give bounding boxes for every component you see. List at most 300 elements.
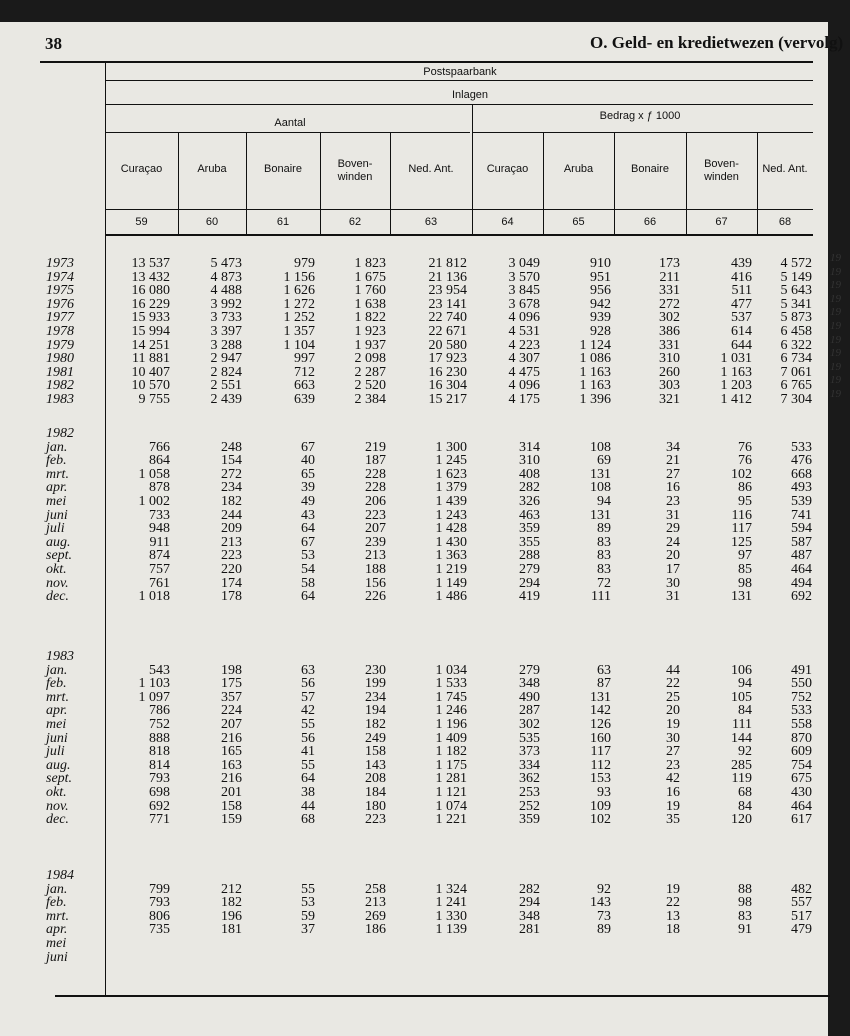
- table-cell: 741: [791, 507, 812, 523]
- table-cell: 223: [365, 812, 386, 828]
- table-cell: 206: [365, 494, 386, 509]
- adjacent-page-text: 19: [830, 388, 841, 400]
- table-cell: 1 103: [138, 676, 170, 692]
- table-cell: 1 486: [435, 589, 467, 605]
- table-cell: 91: [738, 922, 752, 938]
- table-cell: 67: [301, 534, 315, 550]
- table-cell: 143: [590, 895, 611, 911]
- table-cell: 3 845: [508, 283, 540, 299]
- table-cell: 4 307: [508, 351, 540, 367]
- table-cell: 1 324: [435, 881, 467, 897]
- row-label: 1973: [46, 256, 74, 271]
- column-label: Aruba: [197, 163, 227, 175]
- column-label: Curaçao: [120, 163, 163, 175]
- table-cell: 3 288: [210, 337, 242, 353]
- table-cell: 69: [597, 453, 611, 469]
- table-cell: 4 873: [210, 269, 242, 285]
- table-cell: 252: [519, 798, 540, 814]
- table-cell: 1 058: [138, 466, 170, 482]
- table-cell: 314: [519, 439, 540, 455]
- row-label: dec.: [46, 812, 69, 828]
- table-cell: 56: [301, 676, 315, 692]
- row-label: jan.: [46, 881, 68, 897]
- table-cell: 1 034: [435, 662, 467, 678]
- table-cell: 464: [791, 562, 812, 577]
- table-cell: 23: [666, 494, 680, 509]
- table-cell: 44: [301, 798, 315, 814]
- row-label: aug.: [46, 534, 71, 550]
- table-cell: 1 363: [435, 548, 467, 564]
- table-cell: 1 396: [579, 392, 611, 407]
- table-cell: 281: [519, 922, 540, 938]
- table-cell: 939: [590, 310, 611, 326]
- rule-line: [246, 132, 247, 234]
- table-cell: 228: [365, 466, 386, 482]
- table-cell: 1 163: [720, 364, 752, 380]
- table-cell: 1 357: [283, 324, 315, 339]
- table-cell: 181: [221, 922, 242, 938]
- table-cell: 87: [597, 676, 611, 692]
- column-label: Boven- winden: [337, 158, 373, 183]
- table-cell: 159: [221, 812, 242, 828]
- table-cell: 1 139: [435, 922, 467, 938]
- table-cell: 692: [791, 589, 812, 605]
- adjacent-page-text: 19: [830, 265, 841, 278]
- rule-line: [543, 132, 544, 234]
- table-cell: 109: [590, 798, 611, 814]
- table-cell: 83: [597, 562, 611, 577]
- table-cell: 25: [666, 689, 680, 705]
- table-cell: 144: [731, 730, 752, 746]
- table-cell: 310: [519, 453, 540, 469]
- table-cell: 4 572: [780, 256, 812, 271]
- table-cell: 54: [301, 562, 315, 577]
- row-label: juni: [46, 507, 68, 523]
- table-cell: 108: [590, 439, 611, 455]
- table-cell: 42: [301, 703, 315, 719]
- table-cell: 793: [149, 771, 170, 787]
- rule-line: [105, 104, 813, 105]
- table-cell: 359: [519, 521, 540, 537]
- column-number: 68: [778, 216, 792, 228]
- table-cell: 92: [738, 744, 752, 760]
- table-cell: 23 141: [428, 296, 467, 312]
- table-cell: 19: [666, 881, 680, 897]
- table-cell: 617: [791, 812, 812, 828]
- adjacent-page-text: 19: [830, 279, 841, 292]
- table-cell: 3 049: [508, 256, 540, 271]
- table-cell: 94: [597, 494, 611, 509]
- table-cell: 269: [365, 908, 386, 924]
- row-label: 1974: [46, 269, 74, 285]
- table-cell: 59: [301, 908, 315, 924]
- table-cell: 182: [221, 895, 242, 911]
- row-label: feb.: [46, 453, 67, 469]
- table-cell: 1 002: [138, 494, 170, 509]
- table-cell: 165: [221, 744, 242, 760]
- table-cell: 910: [590, 256, 611, 271]
- table-cell: 888: [149, 730, 170, 746]
- table-cell: 587: [791, 534, 812, 550]
- table-cell: 3 733: [210, 310, 242, 326]
- column-label: Aruba: [563, 163, 594, 175]
- table-cell: 196: [221, 908, 242, 924]
- row-label: 1982: [46, 378, 74, 394]
- table-cell: 15 994: [131, 324, 170, 339]
- table-cell: 88: [738, 881, 752, 897]
- table-cell: 1 196: [435, 717, 467, 733]
- table-cell: 1 086: [579, 351, 611, 367]
- table-cell: 23 954: [428, 283, 467, 299]
- table-cell: 224: [221, 703, 242, 719]
- table-cell: 285: [731, 757, 752, 773]
- table-cell: 2 287: [354, 364, 386, 380]
- table-cell: 609: [791, 744, 812, 760]
- table-cell: 1 182: [435, 744, 467, 760]
- table-cell: 419: [519, 589, 540, 605]
- table-cell: 668: [791, 466, 812, 482]
- table-cell: 6 734: [780, 351, 812, 367]
- column-number: 63: [424, 216, 438, 228]
- table-cell: 663: [294, 378, 315, 394]
- table-cell: 1 430: [435, 534, 467, 550]
- table-cell: 211: [659, 269, 680, 285]
- row-label: apr.: [46, 922, 68, 938]
- row-label: 1978: [46, 324, 74, 339]
- table-cell: 158: [221, 798, 242, 814]
- table-cell: 771: [149, 812, 170, 828]
- table-cell: 928: [590, 324, 611, 339]
- table-cell: 2 384: [354, 392, 386, 407]
- table-cell: 68: [301, 812, 315, 828]
- table-cell: 1 745: [435, 689, 467, 705]
- table-cell: 83: [597, 548, 611, 564]
- row-label: 1983: [46, 392, 74, 407]
- adjacent-page-text: 19: [830, 306, 841, 319]
- table-cell: 757: [149, 562, 170, 577]
- table-cell: 2 520: [354, 378, 386, 394]
- table-cell: 216: [221, 730, 242, 746]
- table-cell: 282: [519, 881, 540, 897]
- table-cell: 4 223: [508, 337, 540, 353]
- table-cell: 1 439: [435, 494, 467, 509]
- table-cell: 94: [738, 676, 752, 692]
- row-label: feb.: [46, 676, 67, 692]
- table-cell: 207: [365, 521, 386, 537]
- table-cell: 2 947: [210, 351, 242, 367]
- table-cell: 20: [666, 548, 680, 564]
- table-cell: 416: [731, 269, 752, 285]
- table-cell: 533: [791, 439, 812, 455]
- table-cell: 490: [519, 689, 540, 705]
- table-cell: 1 626: [283, 283, 315, 299]
- table-cell: 16: [666, 785, 680, 801]
- table-cell: 19: [666, 798, 680, 814]
- table-cell: 1 104: [283, 337, 315, 353]
- table-cell: 184: [365, 785, 386, 801]
- table-cell: 692: [149, 798, 170, 814]
- table-cell: 63: [301, 662, 315, 678]
- table-cell: 1 822: [354, 310, 386, 326]
- column-label: Bonaire: [264, 163, 302, 175]
- table-cell: 201: [221, 785, 242, 801]
- table-cell: 226: [365, 589, 386, 605]
- row-label: sept.: [46, 548, 73, 564]
- table-cell: 1 272: [283, 296, 315, 312]
- table-cell: 1 409: [435, 730, 467, 746]
- table-cell: 799: [149, 881, 170, 897]
- table-cell: 219: [365, 439, 386, 455]
- table-cell: 4 096: [508, 378, 540, 394]
- table-cell: 234: [365, 689, 386, 705]
- row-label: 1981: [46, 364, 74, 380]
- table-cell: 55: [301, 717, 315, 733]
- table-cell: 7 061: [780, 364, 812, 380]
- table-cell: 818: [149, 744, 170, 760]
- table-cell: 230: [365, 662, 386, 678]
- table-cell: 22: [666, 676, 680, 692]
- header-aantal: Aantal: [274, 117, 306, 129]
- table-cell: 83: [597, 534, 611, 550]
- row-label: juni: [46, 730, 68, 746]
- table-cell: 89: [597, 922, 611, 938]
- table-cell: 39: [301, 480, 315, 496]
- table-cell: 72: [597, 575, 611, 591]
- table-cell: 533: [791, 703, 812, 719]
- table-cell: 108: [590, 480, 611, 496]
- table-cell: 89: [597, 521, 611, 537]
- table-cell: 557: [791, 895, 812, 911]
- row-label: 1977: [46, 310, 74, 326]
- table-cell: 1 121: [435, 785, 467, 801]
- table-cell: 698: [149, 785, 170, 801]
- table-cell: 1 243: [435, 507, 467, 523]
- table-cell: 64: [301, 589, 315, 605]
- table-cell: 3 570: [508, 269, 540, 285]
- table-cell: 752: [791, 689, 812, 705]
- table-cell: 1 379: [435, 480, 467, 496]
- table-cell: 63: [597, 662, 611, 678]
- table-cell: 1 203: [720, 378, 752, 394]
- table-cell: 997: [294, 351, 315, 367]
- table-cell: 558: [791, 717, 812, 733]
- table-cell: 1 638: [354, 296, 386, 312]
- table-cell: 310: [659, 351, 680, 367]
- rule-line: [178, 132, 179, 234]
- table-cell: 639: [294, 392, 315, 407]
- table-cell: 911: [149, 534, 170, 550]
- table-cell: 1 018: [138, 589, 170, 605]
- table-cell: 41: [301, 744, 315, 760]
- table-cell: 194: [365, 703, 386, 719]
- table-cell: 1 760: [354, 283, 386, 299]
- table-cell: 239: [365, 534, 386, 550]
- table-cell: 1 097: [138, 689, 170, 705]
- table-cell: 9 755: [138, 392, 170, 407]
- table-cell: 279: [519, 662, 540, 678]
- table-cell: 22 740: [428, 310, 467, 326]
- table-cell: 102: [590, 812, 611, 828]
- row-label: aug.: [46, 757, 71, 773]
- table-cell: 6 765: [780, 378, 812, 394]
- table-cell: 752: [149, 717, 170, 733]
- column-number: 66: [643, 216, 657, 228]
- table-cell: 16 080: [131, 283, 170, 299]
- table-cell: 357: [221, 689, 242, 705]
- table-cell: 186: [365, 922, 386, 938]
- column-number: 61: [276, 216, 290, 228]
- row-label: dec.: [46, 589, 69, 605]
- table-cell: 4 475: [508, 364, 540, 380]
- table-cell: 754: [791, 757, 812, 773]
- table-cell: 517: [791, 908, 812, 924]
- table-cell: 178: [221, 589, 242, 605]
- table-cell: 408: [519, 466, 540, 482]
- table-cell: 223: [365, 507, 386, 523]
- table-cell: 131: [590, 466, 611, 482]
- table-cell: 228: [365, 480, 386, 496]
- table-cell: 131: [731, 589, 752, 605]
- row-label: jan.: [46, 662, 68, 678]
- table-cell: 55: [301, 757, 315, 773]
- table-cell: 359: [519, 812, 540, 828]
- table-cell: 5 149: [780, 269, 812, 285]
- row-label: mei: [46, 494, 67, 509]
- row-label: okt.: [46, 785, 67, 801]
- table-cell: 1 281: [435, 771, 467, 787]
- table-cell: 482: [791, 881, 812, 897]
- table-cell: 160: [590, 730, 611, 746]
- table-cell: 64: [301, 521, 315, 537]
- table-cell: 793: [149, 895, 170, 911]
- table-cell: 42: [666, 771, 680, 787]
- table-cell: 362: [519, 771, 540, 787]
- table-cell: 120: [731, 812, 752, 828]
- table-cell: 1 675: [354, 269, 386, 285]
- table-cell: 326: [519, 494, 540, 509]
- table-cell: 20: [666, 703, 680, 719]
- column-number: 59: [135, 216, 148, 228]
- table-cell: 213: [221, 534, 242, 550]
- table-cell: 942: [590, 296, 611, 312]
- table-cell: 248: [221, 439, 242, 455]
- adjacent-page-text: 19: [830, 292, 841, 305]
- rule-line: [105, 61, 106, 995]
- table-cell: 57: [301, 689, 315, 705]
- table-cell: 494: [791, 575, 812, 591]
- table-cell: 733: [149, 507, 170, 523]
- table-cell: 21: [666, 453, 680, 469]
- table-cell: 766: [149, 439, 170, 455]
- adjacent-page-text: 19: [830, 360, 841, 373]
- table-cell: 14 251: [131, 337, 170, 353]
- rule-line: [105, 234, 813, 236]
- table-cell: 156: [365, 575, 386, 591]
- table-cell: 491: [791, 662, 812, 678]
- table-cell: 288: [519, 548, 540, 564]
- table-cell: 2 439: [210, 392, 242, 407]
- table-cell: 355: [519, 534, 540, 550]
- table-cell: 487: [791, 548, 812, 564]
- table-cell: 212: [221, 881, 242, 897]
- adjacent-page-text: 19: [830, 320, 841, 332]
- column-label: Bonaire: [631, 163, 669, 175]
- table-cell: 15 217: [428, 392, 467, 407]
- table-cell: 13 432: [131, 269, 170, 285]
- table-cell: 287: [519, 703, 540, 719]
- table-cell: 386: [659, 324, 680, 339]
- table-cell: 1 533: [435, 676, 467, 692]
- table-cell: 30: [666, 575, 680, 591]
- table-cell: 13: [666, 908, 680, 924]
- table-cell: 878: [149, 480, 170, 496]
- table-cell: 348: [519, 676, 540, 692]
- table-cell: 4 096: [508, 310, 540, 326]
- table-cell: 5 341: [780, 296, 812, 312]
- table-cell: 16 230: [428, 364, 467, 380]
- table-cell: 249: [365, 730, 386, 746]
- row-label: mrt.: [46, 689, 69, 705]
- table-cell: 253: [519, 785, 540, 801]
- table-cell: 1 074: [435, 798, 467, 814]
- table-cell: 535: [519, 730, 540, 746]
- table-cell: 111: [732, 717, 752, 733]
- table-cell: 348: [519, 908, 540, 924]
- table-cell: 21 812: [428, 256, 467, 271]
- table-cell: 2 098: [354, 351, 386, 367]
- table-cell: 154: [221, 453, 242, 469]
- table-cell: 17: [666, 562, 680, 577]
- table-cell: 85: [738, 562, 752, 577]
- table-cell: 331: [659, 283, 680, 299]
- table-cell: 10 570: [131, 378, 170, 394]
- row-label: mrt.: [46, 908, 69, 924]
- table-cell: 272: [221, 466, 242, 482]
- table-cell: 6 322: [780, 337, 812, 353]
- table-cell: 614: [731, 324, 752, 339]
- row-label: feb.: [46, 895, 67, 911]
- table-cell: 2 551: [210, 378, 242, 394]
- table-cell: 5 873: [780, 310, 812, 326]
- table-cell: 4 175: [508, 392, 540, 407]
- row-label: jan.: [46, 439, 68, 455]
- rule-line: [614, 132, 615, 234]
- table-cell: 1 241: [435, 895, 467, 911]
- table-cell: 5 643: [780, 283, 812, 299]
- table-cell: 10 407: [131, 364, 170, 380]
- table-cell: 35: [666, 812, 680, 828]
- table-cell: 112: [590, 757, 611, 773]
- table-cell: 493: [791, 480, 812, 496]
- table-cell: 864: [149, 453, 170, 469]
- table-cell: 7 304: [780, 392, 812, 407]
- table-cell: 31: [666, 507, 680, 523]
- table-cell: 302: [659, 310, 680, 326]
- table-cell: 1 156: [283, 269, 315, 285]
- table-cell: 198: [221, 662, 242, 678]
- table-cell: 3 992: [210, 296, 242, 312]
- table-cell: 21 136: [428, 269, 467, 285]
- table-cell: 786: [149, 703, 170, 719]
- table-cell: 1 823: [354, 256, 386, 271]
- table-cell: 67: [301, 439, 315, 455]
- table-cell: 464: [791, 798, 812, 814]
- rule-line: [105, 132, 470, 133]
- table-cell: 1 923: [354, 324, 386, 339]
- table-cell: 979: [294, 256, 315, 271]
- table-cell: 83: [738, 908, 752, 924]
- table-cell: 244: [221, 507, 242, 523]
